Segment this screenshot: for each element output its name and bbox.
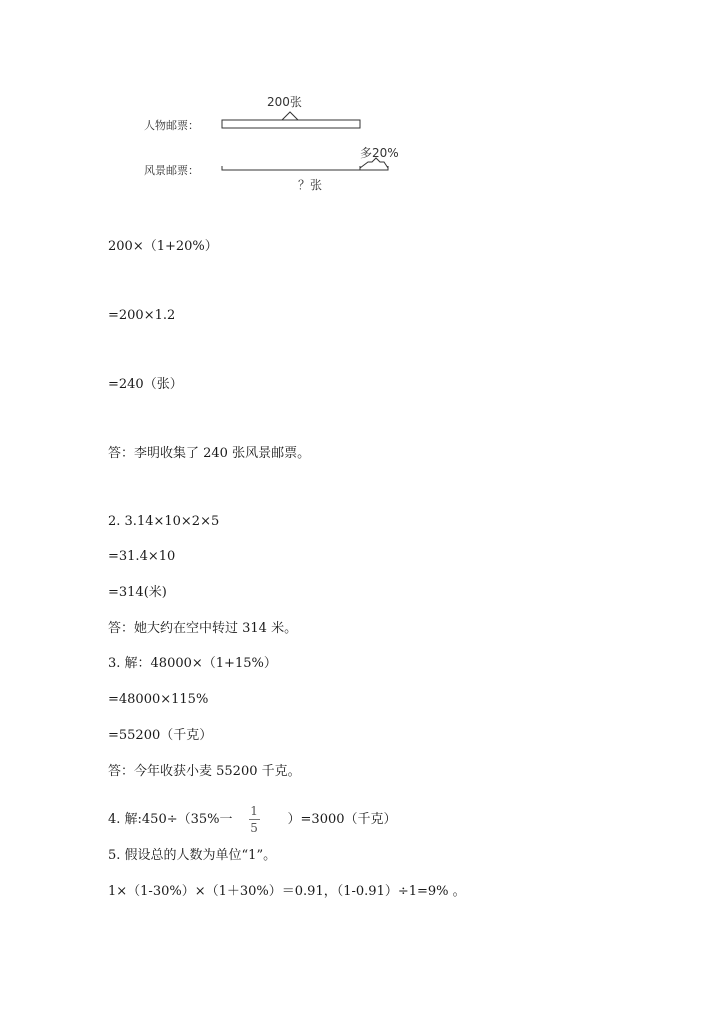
q2-line-2: =31.4×10: [108, 549, 176, 564]
fraction-bar: [249, 819, 260, 820]
q1-line-2: =200×1.2: [108, 308, 176, 323]
row2-extra: 多20%: [360, 146, 399, 160]
q4-line: [108, 804, 397, 836]
row1-value: 200张: [267, 95, 302, 109]
q4-suffix: ）=3000（千克）: [287, 812, 397, 827]
q1-answer: 答：李明收集了 240 张风景邮票。: [108, 446, 311, 461]
q1-line-3: =240（张）: [108, 377, 183, 392]
row2-bar: [222, 166, 388, 170]
q2-line-1: 2. 3.14×10×2×5: [108, 514, 220, 529]
fraction-one-fifth: [249, 804, 260, 835]
q3-line-1: 3. 解：48000×（1+15%）: [108, 656, 277, 671]
q1-line-1: 200×（1+20%）: [108, 239, 218, 254]
q2-answer: 答：她大约在空中转过 314 米。: [108, 621, 298, 636]
fraction-denominator: 5: [250, 821, 258, 835]
q3-line-3: =55200（千克）: [108, 728, 213, 743]
stamp-comparison-diagram: [140, 90, 420, 200]
row2-label: 风景邮票：: [144, 164, 199, 177]
row2-value: ？张: [298, 178, 323, 192]
fraction-numerator: 1: [250, 804, 258, 818]
row1-brace: [282, 112, 298, 120]
row1-bar: [222, 120, 360, 128]
q3-answer: 答：今年收获小麦 55200 千克。: [108, 764, 301, 779]
q5-line-1: 5. 假设总的人数为单位“1”。: [108, 848, 277, 863]
q2-line-3: =314(米): [108, 585, 167, 600]
q5-line-2: 1×（1-30%）×（1＋30%）＝0.91，（1-0.91）÷1=9% 。: [108, 884, 466, 899]
row1-label: 人物邮票：: [144, 119, 199, 132]
q4-prefix: 4. 解:450÷（35%一: [108, 812, 233, 827]
q3-line-2: =48000×115%: [108, 692, 209, 707]
